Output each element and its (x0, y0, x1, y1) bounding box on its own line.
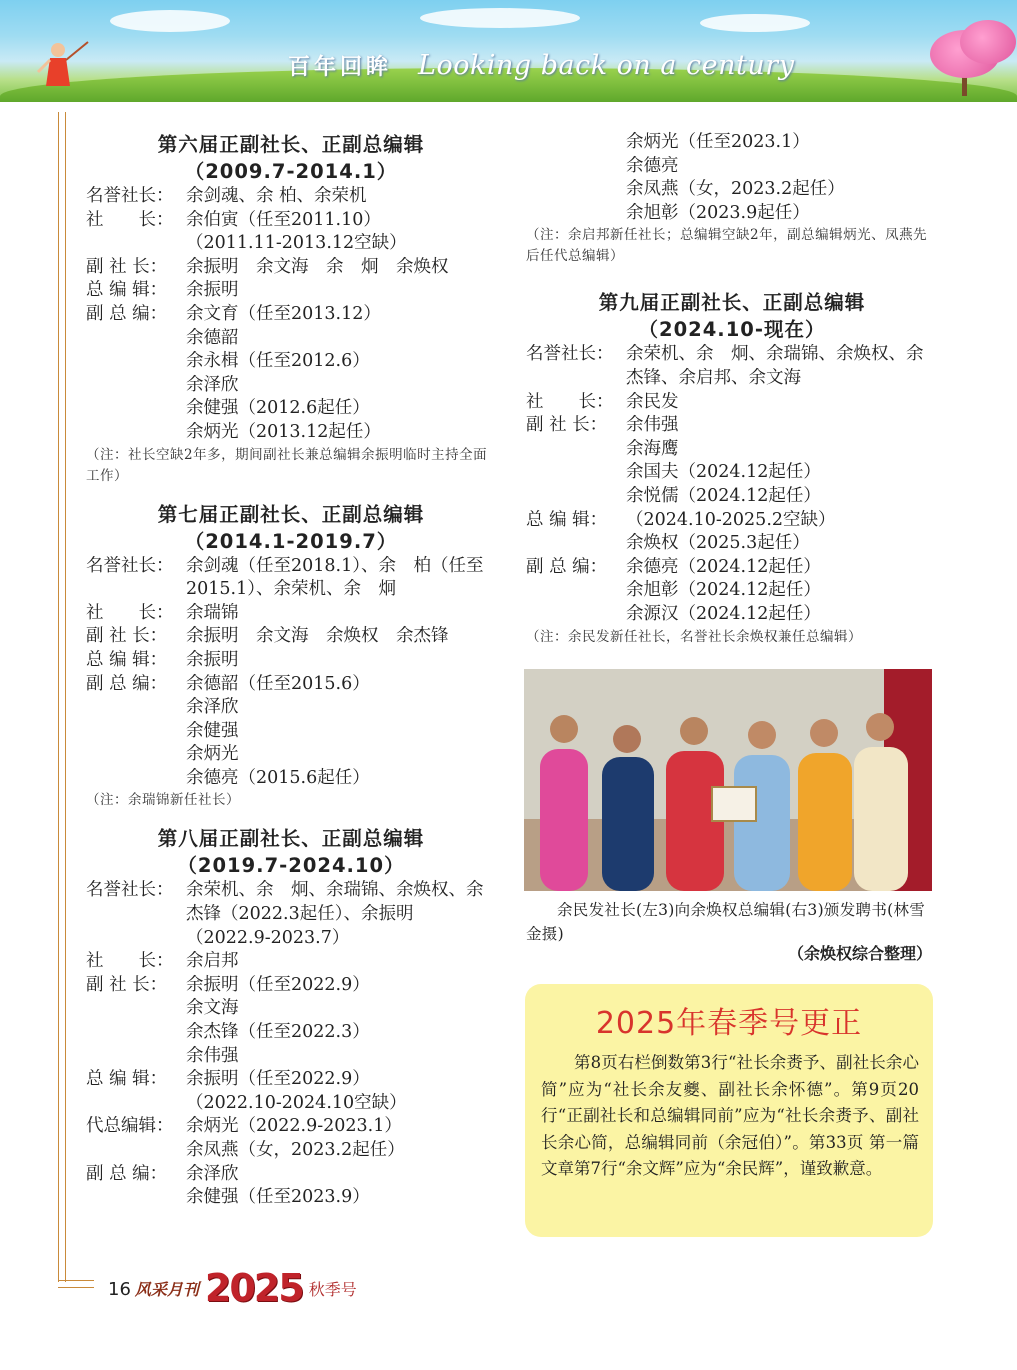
member-names: 余伟强 (626, 415, 679, 436)
term-section (86, 131, 496, 487)
role-label (526, 461, 626, 485)
left-decorative-rule (58, 112, 66, 1282)
section-note: （注：社长空缺2年多，期间副社长兼总编辑余振明临时主持全面工作） (86, 446, 488, 484)
role-label (526, 202, 626, 226)
member-names: 余荣机、余 炯、余瑞锦、余焕权、余杰锋、余启邦、余文海 (626, 344, 924, 388)
cloud (700, 14, 810, 32)
member-names: 余海鹰 (626, 438, 679, 459)
role-label (526, 532, 626, 556)
member-names: 余启邦 (186, 951, 239, 972)
banner-title (288, 50, 794, 81)
role-label (526, 155, 626, 179)
roster-row (86, 303, 496, 327)
member-names: 余健强（2012.6起任） (186, 398, 370, 419)
roster-row (86, 974, 496, 998)
right-column (526, 131, 938, 662)
section-period: （2019.7-2024.10） (177, 854, 405, 878)
role-label (86, 767, 186, 791)
roster-row (526, 343, 938, 390)
cloud (420, 8, 580, 28)
member-names: （2024.10-2025.2空缺） (626, 509, 836, 530)
roster-row (86, 696, 496, 720)
role-label: 名誉社长： (86, 555, 174, 576)
member-names: 余炳光（2022.9-2023.1） (186, 1116, 402, 1137)
roster-row (526, 202, 938, 226)
roster-row (86, 950, 496, 974)
section-heading: 第九届正副社长、正副总编辑 (598, 291, 866, 315)
girl-figure-icon (36, 36, 96, 96)
banner-title-en: Looking back on a century (418, 50, 795, 81)
member-names: 余旭彰（2024.12起任） (626, 580, 821, 601)
member-names: 余伯寅（任至2011.10） (186, 209, 381, 230)
roster-row (86, 767, 496, 791)
member-names: 余瑞锦 (186, 602, 239, 623)
roster-row (86, 327, 496, 351)
member-names: 余振明 (186, 649, 239, 670)
role-label: 名誉社长： (526, 344, 614, 365)
member-names: 余永楫（任至2012.6） (186, 351, 370, 372)
roster-row (526, 414, 938, 438)
member-names: （2022.10-2024.10空缺） (186, 1092, 407, 1113)
role-label: 副 社 长： (86, 626, 168, 647)
member-names: 余德韶 (186, 327, 239, 348)
member-names: 余健强 (186, 720, 239, 741)
roster-row (526, 131, 938, 155)
member-names: 余文育（任至2013.12） (186, 303, 381, 324)
role-label: 总 编 辑： (526, 509, 608, 530)
member-names: 余凤燕（女，2023.2起任） (186, 1140, 405, 1160)
member-names: 余德亮（2015.6起任） (186, 767, 370, 788)
issue-year: 2025 (204, 1266, 303, 1310)
member-names: 余杰锋（任至2022.3） (186, 1022, 370, 1043)
banner-title-cn: 百年回眸 (288, 54, 393, 80)
roster-row (86, 209, 496, 233)
role-label (526, 579, 626, 603)
role-label: 总 编 辑： (86, 649, 168, 670)
correction-title: 2025年春季号更正 (595, 1006, 863, 1041)
role-label (86, 720, 186, 744)
roster-row (86, 602, 496, 626)
roster-row (526, 485, 938, 509)
role-label (86, 350, 186, 374)
member-names: 余悦儒（2024.12起任） (626, 485, 821, 506)
section-note: （注：余启邦新任社长；总编辑空缺2年，副总编辑炳光、凤燕先后任代总编辑） (526, 227, 928, 265)
left-column (86, 131, 496, 1224)
roster-row (86, 232, 496, 256)
role-label (86, 397, 186, 421)
member-names: 余文海 (186, 998, 239, 1019)
roster-row (526, 461, 938, 485)
role-label: 副 总 编： (526, 556, 608, 577)
member-names: 余泽欣 (186, 697, 239, 718)
roster-row (526, 579, 938, 603)
role-label (86, 327, 186, 351)
roster-row (86, 185, 496, 209)
role-label: 副 总 编： (86, 1163, 168, 1184)
cloud (110, 10, 230, 32)
roster-row (526, 391, 938, 415)
roster-row (86, 397, 496, 421)
member-names: 余振明 余文海 余 炯 余焕权 (186, 256, 449, 277)
roster-row (86, 1068, 496, 1092)
member-names: 余德韶（任至2015.6） (186, 673, 370, 694)
member-names: 余德亮（2024.12起任） (626, 556, 821, 577)
page-footer (108, 1266, 357, 1310)
role-label (86, 1045, 186, 1069)
member-names: 余泽欣 (186, 1163, 239, 1184)
role-label (86, 232, 186, 256)
correction-box (525, 984, 933, 1237)
roster-row (86, 879, 496, 950)
member-names: 余凤燕（女，2023.2起任） (626, 179, 845, 200)
roster-row (526, 603, 938, 627)
role-label (86, 421, 186, 445)
roster-row (526, 438, 938, 462)
member-names: 余泽欣 (186, 374, 239, 395)
term-section (86, 501, 496, 812)
roster-row (526, 509, 938, 533)
member-names: 余剑魂（任至2018.1）、余 柏（任至2015.1）、余荣机、余 炯 (186, 555, 484, 600)
term-section (86, 825, 496, 1209)
roster-row (86, 1092, 496, 1116)
member-names: 余民发 (626, 391, 679, 412)
roster-row (86, 1163, 496, 1187)
section-heading: 第八届正副社长、正副总编辑 (157, 827, 425, 851)
roster-row (526, 532, 938, 556)
role-label (526, 438, 626, 462)
group-photo-illustration (524, 669, 932, 891)
role-label: 副 社 长： (86, 974, 168, 995)
member-names: 余源汉（2024.12起任） (626, 603, 821, 624)
roster-row (86, 1115, 496, 1139)
photo-caption: 余民发社长(左3)向余焕权总编辑(右3)颁发聘书(林雪金摄) (526, 901, 926, 943)
roster-row (86, 720, 496, 744)
role-label (86, 374, 186, 398)
role-label: 副 总 编： (86, 673, 168, 694)
role-label: 社 长： (86, 209, 174, 230)
role-label (86, 997, 186, 1021)
member-names: 余炳光（2013.12起任） (186, 421, 381, 442)
role-label (86, 696, 186, 720)
member-names: 余振明 (186, 280, 239, 301)
roster-row (86, 279, 496, 303)
member-names: 余振明（任至2022.9） (186, 974, 370, 995)
member-names: 余国夫（2024.12起任） (626, 462, 821, 483)
roster-row (86, 743, 496, 767)
role-label: 副 社 长： (526, 415, 608, 436)
header-banner (0, 0, 1017, 102)
correction-text: 第8页右栏倒数第3行“社长余赉予、副社长余心简”应为“社长余友夔、副社长余怀德”。第9页20行“正副社长和总编辑同前”应为“社长余赉予、副社长余心简，总编辑同前（余冠伯）”。第33页 第一篇文章第7行“余文辉”应为“余民辉”，谨致歉意。 (541, 1053, 919, 1179)
member-names: 余健强（任至2023.9） (186, 1187, 370, 1208)
roster-row (86, 555, 496, 602)
group-photo (524, 669, 932, 891)
member-names: 余旭彰（2023.9起任） (626, 202, 810, 223)
page-number: 16 (108, 1279, 131, 1300)
roster-row (526, 178, 938, 202)
role-label (86, 1021, 186, 1045)
role-label: 副 总 编： (86, 303, 168, 324)
member-names: 余德亮 (626, 155, 679, 176)
section-period: （2024.10-现在） (638, 318, 826, 342)
roster-row (86, 673, 496, 697)
roster-row (86, 1021, 496, 1045)
member-names: 余炳光（任至2023.1） (626, 132, 810, 152)
member-names: （2011.11-2013.12空缺） (186, 233, 407, 254)
roster-row (86, 421, 496, 445)
role-label (86, 743, 186, 767)
roster-row (86, 1186, 496, 1210)
role-label (526, 485, 626, 509)
member-names: 余荣机、余 炯、余瑞锦、余焕权、余杰锋（2022.3起任）、余振明（2022.9-2023.7） (186, 880, 484, 948)
member-names: 余伟强 (186, 1045, 239, 1066)
roster-row (86, 997, 496, 1021)
roster-row (526, 155, 938, 179)
role-label (86, 1186, 186, 1210)
term-section (526, 289, 938, 647)
role-label: 名誉社长： (86, 880, 174, 901)
magazine-name: 风采月刊 (134, 1280, 199, 1299)
role-label: 代总编辑： (86, 1116, 174, 1137)
member-names: 余剑魂、余 柏、余荣机 (186, 186, 367, 206)
section-period: （2014.1-2019.7） (184, 529, 398, 553)
member-names: 余振明 余文海 余焕权 余杰锋 (186, 626, 449, 647)
member-names: 余炳光 (186, 744, 239, 765)
role-label (86, 1092, 186, 1116)
roster-row (526, 556, 938, 580)
role-label: 总 编 辑： (86, 280, 168, 301)
role-label (526, 603, 626, 627)
section-heading: 第七届正副社长、正副总编辑 (157, 502, 425, 526)
role-label: 副 社 长： (86, 256, 168, 277)
section-note: （注：余瑞锦新任社长） (86, 792, 240, 809)
role-label: 社 长： (86, 602, 174, 623)
member-names: 余焕权（2025.3起任） (626, 533, 810, 554)
roster-row (86, 625, 496, 649)
role-label (526, 131, 626, 155)
role-label: 总 编 辑： (86, 1069, 168, 1090)
role-label (86, 1139, 186, 1163)
left-decorative-rule-foot (58, 1280, 94, 1288)
term-section-continued (526, 131, 938, 267)
tree-icon (960, 20, 1016, 64)
roster-row (86, 649, 496, 673)
section-period: （2009.7-2014.1） (184, 160, 398, 183)
roster-row (86, 1139, 496, 1163)
roster-row (86, 350, 496, 374)
member-names: 余振明（任至2022.9） (186, 1069, 370, 1090)
section-heading: 第六届正副社长、正副总编辑 (157, 133, 425, 156)
role-label: 社 长： (86, 951, 174, 972)
role-label: 名誉社长： (86, 186, 174, 206)
role-label: 社 长： (526, 391, 614, 412)
roster-row (86, 374, 496, 398)
roster-row (86, 1045, 496, 1069)
section-note: （注：余民发新任社长，名誉社长余焕权兼任总编辑） (526, 628, 862, 645)
roster-row (86, 256, 496, 280)
compiler-credit: （余焕权综合整理） (787, 944, 932, 963)
issue-season: 秋季号 (308, 1280, 357, 1299)
role-label (526, 178, 626, 202)
